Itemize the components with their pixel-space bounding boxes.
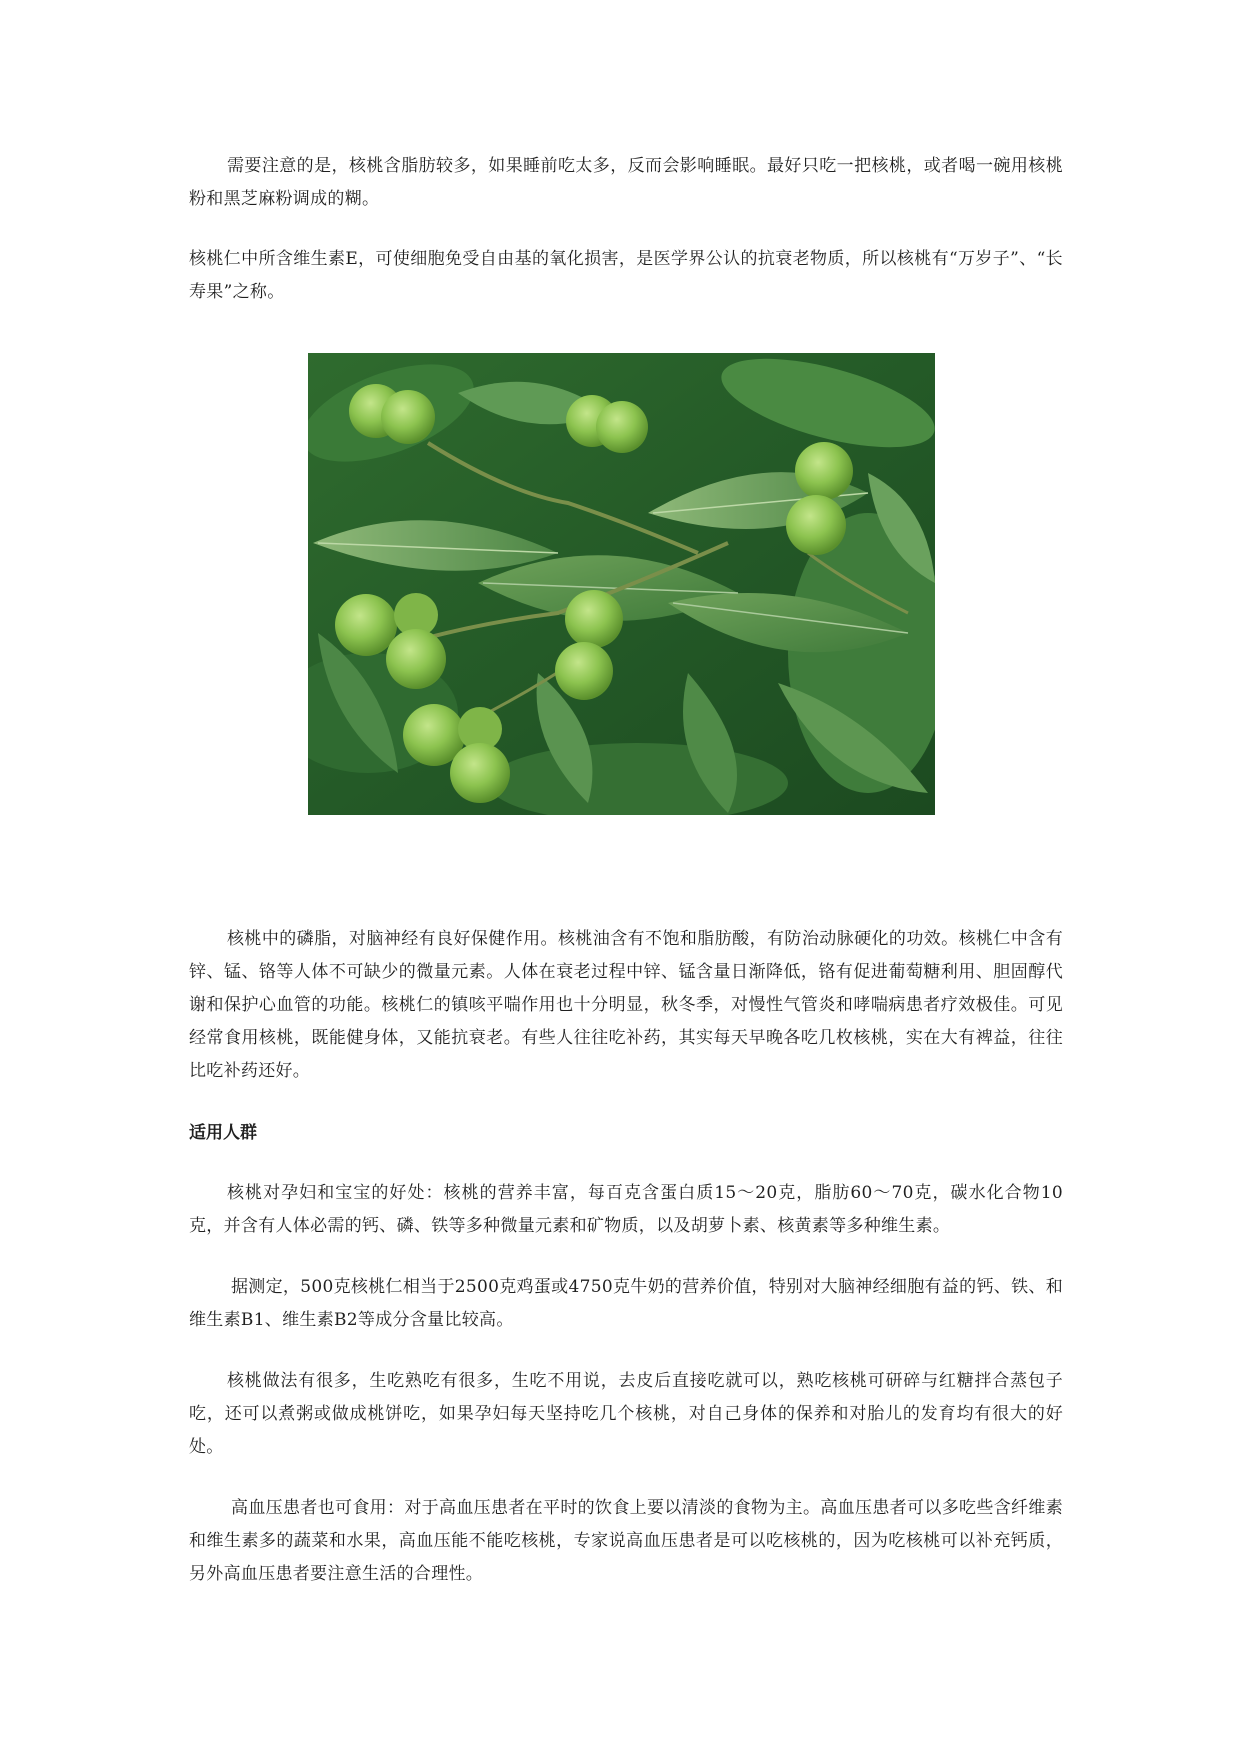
walnut-tree-photo	[308, 353, 935, 815]
section-heading-target-group: 适用人群	[189, 1123, 257, 1143]
paragraph-measurement: 据测定，500克核桃仁相当于2500克鸡蛋或4750克牛奶的营养价值，特别对大脑神经细胞有益的钙、铁、和维生素B1、维生素B2等成分含量比较高。	[189, 1277, 1063, 1330]
paragraph-vitamin-e: 核桃仁中所含维生素E，可使细胞免受自由基的氧化损害，是医学界公认的抗衰老物质，所以核桃有“万岁子”、“长寿果”之称。	[189, 249, 1063, 302]
paragraph-phospholipid: 核桃中的磷脂，对脑神经有良好保健作用。核桃油含有不饱和脂肪酸，有防治动脉硬化的功效。核桃仁中含有锌、锰、铬等人体不可缺少的微量元素。人体在衰老过程中锌、锰含量日渐降低，铬有促进葡萄糖利用、胆固醇代谢和保护心血管的功能。核桃仁的镇咳平喘作用也十分明显，秋冬季，对慢性气管炎和哮喘病患者疗效极佳。可见经常食用核桃，既能健身体，又能抗衰老。有些人往往吃补药，其实每天早晚各吃几枚核桃，实在大有裨益，往往比吃补药还好。	[189, 929, 1063, 1081]
paragraph-walnut-sleep: 需要注意的是，核桃含脂肪较多，如果睡前吃太多，反而会影响睡眠。最好只吃一把核桃，或者喝一碗用核桃粉和黑芝麻粉调成的糊。	[189, 156, 1063, 209]
paragraph-preparation: 核桃做法有很多，生吃熟吃有很多，生吃不用说，去皮后直接吃就可以，熟吃核桃可研碎与红糖拌合蒸包子吃，还可以煮粥或做成桃饼吃，如果孕妇每天坚持吃几个核桃，对自己身体的保养和对胎儿的发育均有很大的好处。	[189, 1371, 1063, 1457]
paragraph-pregnant-benefits: 核桃对孕妇和宝宝的好处：核桃的营养丰富，每百克含蛋白质15～20克，脂肪60～70克，碳水化合物10克，并含有人体必需的钙、磷、铁等多种微量元素和矿物质，以及胡萝卜素、核黄素等多种维生素。	[189, 1183, 1063, 1236]
paragraph-hypertension: 高血压患者也可食用：对于高血压患者在平时的饮食上要以清淡的食物为主。高血压患者可以多吃些含纤维素和维生素多的蔬菜和水果，高血压能不能吃核桃，专家说高血压患者是可以吃核桃的，因为吃核桃可以补充钙质，另外高血压患者要注意生活的合理性。	[189, 1498, 1063, 1584]
